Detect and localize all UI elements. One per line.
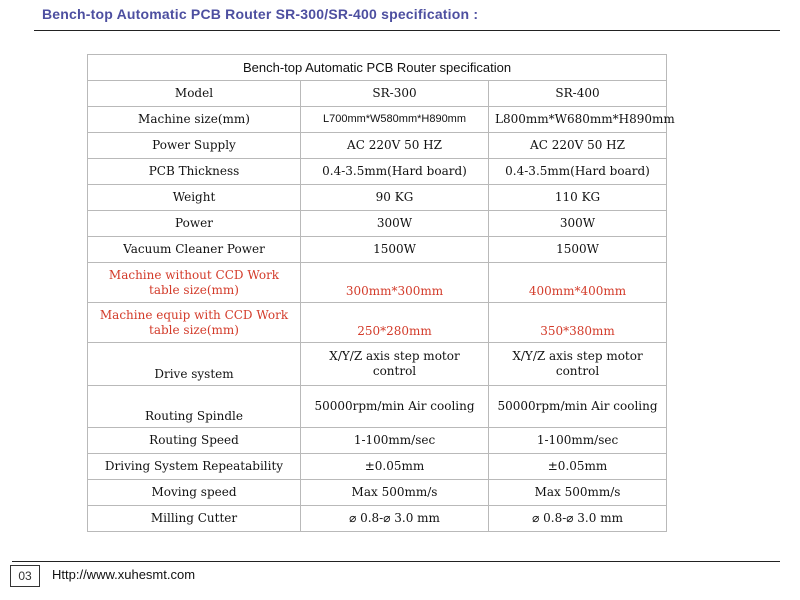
- table-row: [88, 506, 667, 532]
- table-title: Bench-top Automatic PCB Router specification: [88, 55, 667, 81]
- spec-value-sr300: 300W: [301, 211, 489, 237]
- table-row: [88, 107, 667, 133]
- table-row: [88, 133, 667, 159]
- spec-label: Machine without CCD Work table size(mm): [88, 263, 301, 303]
- spec-label: Machine equip with CCD Work table size(mm): [88, 303, 301, 343]
- spec-value-sr400: 1-100mm/sec: [489, 428, 667, 454]
- spec-label: Power Supply: [88, 133, 301, 159]
- spec-value-sr400: SR-400: [489, 81, 667, 107]
- spec-value-sr300: 250*280mm: [301, 303, 489, 343]
- spec-value-sr400: ⌀ 0.8-⌀ 3.0 mm: [489, 506, 667, 532]
- table-row: [88, 211, 667, 237]
- spec-value-sr400: X/Y/Z axis step motor control: [489, 343, 667, 386]
- spec-value-sr300: 1500W: [301, 237, 489, 263]
- spec-value-sr400: 350*380mm: [489, 303, 667, 343]
- page-title: Bench-top Automatic PCB Router SR-300/SR-400 specification :: [42, 6, 479, 22]
- spec-label: Machine size(mm): [88, 107, 301, 133]
- spec-label: Routing Speed: [88, 428, 301, 454]
- footer-url-link[interactable]: Http://www.xuhesmt.com: [52, 567, 196, 582]
- spec-value-sr300: 1-100mm/sec: [301, 428, 489, 454]
- spec-value-sr300: L700mm*W580mm*H890mm: [301, 107, 489, 133]
- bottom-divider: [12, 561, 780, 562]
- spec-value-sr400: L800mm*W680mm*H890mm: [489, 107, 667, 133]
- spec-label: Drive system: [88, 343, 301, 386]
- table-row: [88, 159, 667, 185]
- spec-label: Routing Spindle: [88, 386, 301, 428]
- table-row: [88, 428, 667, 454]
- spec-table: [87, 54, 675, 532]
- table-row: [88, 480, 667, 506]
- spec-value-sr400: 50000rpm/min Air cooling: [489, 386, 667, 428]
- spec-value-sr300: 0.4-3.5mm(Hard board): [301, 159, 489, 185]
- table-row: [88, 185, 667, 211]
- spec-label: Model: [88, 81, 301, 107]
- table-row: [88, 263, 667, 303]
- spec-value-sr400: Max 500mm/s: [489, 480, 667, 506]
- spec-label: Weight: [88, 185, 301, 211]
- table-row: [88, 454, 667, 480]
- spec-value-sr400: 300W: [489, 211, 667, 237]
- spec-value-sr300: AC 220V 50 HZ: [301, 133, 489, 159]
- spec-value-sr400: 0.4-3.5mm(Hard board): [489, 159, 667, 185]
- spec-value-sr400: ±0.05mm: [489, 454, 667, 480]
- spec-value-sr300: SR-300: [301, 81, 489, 107]
- spec-label: Vacuum Cleaner Power: [88, 237, 301, 263]
- spec-label: Moving speed: [88, 480, 301, 506]
- spec-label: PCB Thickness: [88, 159, 301, 185]
- spec-label: Power: [88, 211, 301, 237]
- spec-value-sr300: X/Y/Z axis step motor control: [301, 343, 489, 386]
- table-row: [88, 386, 667, 428]
- spec-value-sr300: ±0.05mm: [301, 454, 489, 480]
- spec-value-sr300: 300mm*300mm: [301, 263, 489, 303]
- spec-value-sr300: ⌀ 0.8-⌀ 3.0 mm: [301, 506, 489, 532]
- table-row: [88, 81, 667, 107]
- spec-value-sr400: 110 KG: [489, 185, 667, 211]
- spec-label: Milling Cutter: [88, 506, 301, 532]
- spec-label: Driving System Repeatability: [88, 454, 301, 480]
- spec-value-sr300: Max 500mm/s: [301, 480, 489, 506]
- spec-value-sr400: 1500W: [489, 237, 667, 263]
- table-row: [88, 343, 667, 386]
- spec-value-sr300: 90 KG: [301, 185, 489, 211]
- spec-value-sr400: AC 220V 50 HZ: [489, 133, 667, 159]
- page-number: 03: [10, 565, 40, 587]
- top-divider: [34, 30, 780, 31]
- table-row: [88, 303, 667, 343]
- spec-value-sr400: 400mm*400mm: [489, 263, 667, 303]
- spec-value-sr300: 50000rpm/min Air cooling: [301, 386, 489, 428]
- table-row: [88, 237, 667, 263]
